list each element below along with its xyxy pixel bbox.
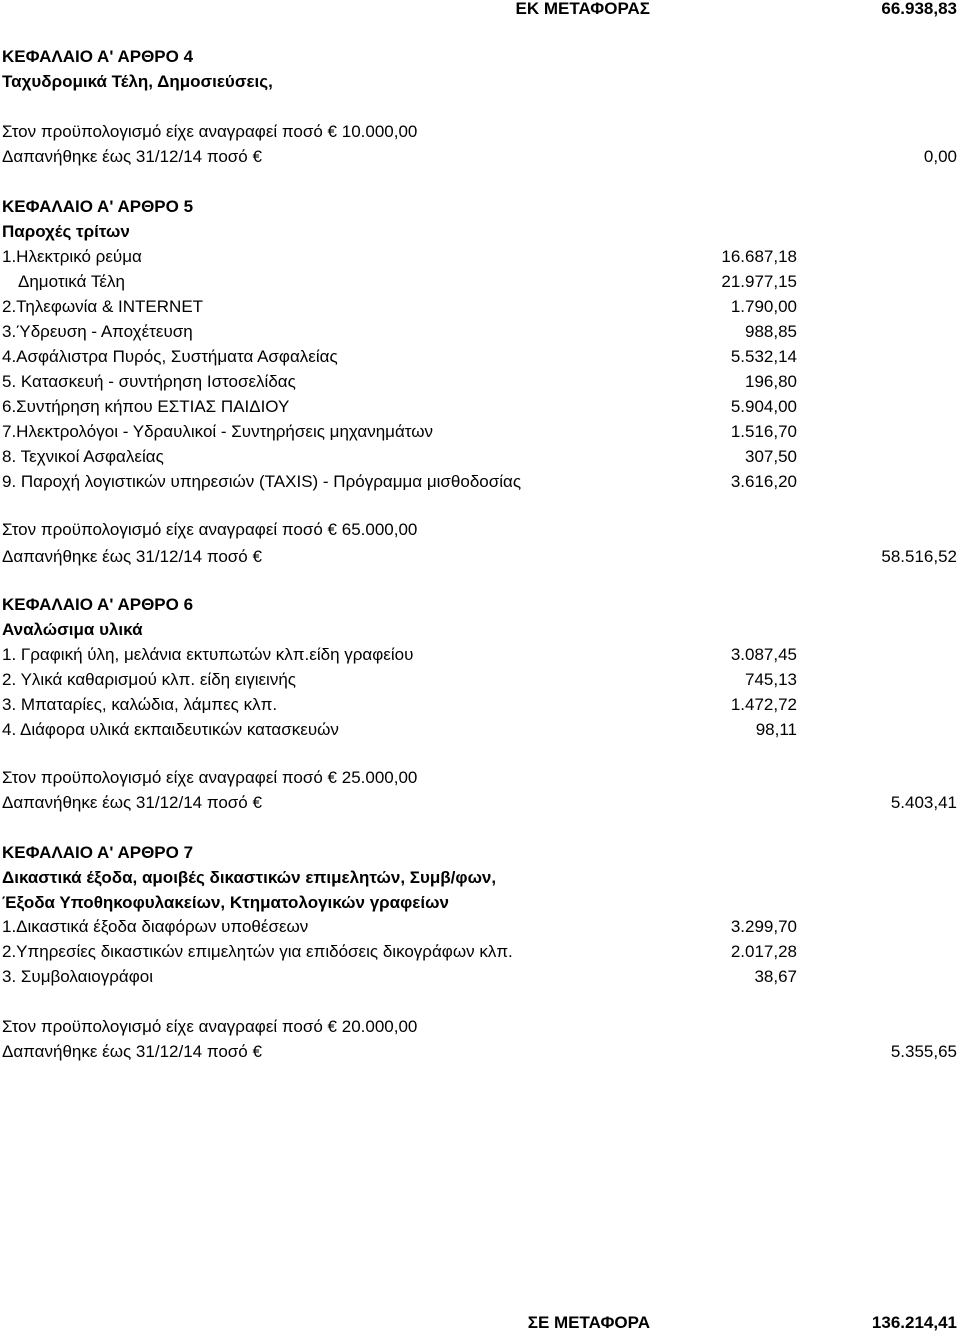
item-label: 7.Ηλεκτρολόγοι - Υδραυλικοί - Συντηρήσεις μηχανημάτων	[2, 422, 434, 441]
item-amount: 745,13	[745, 670, 797, 689]
list-item	[0, 643, 960, 667]
budget-text: Στον προϋπολογισμό είχε αναγραφεί ποσό € 10.000,00	[2, 122, 418, 141]
list-item	[0, 345, 960, 369]
euro-icon: €	[252, 793, 262, 812]
spent-text: Δαπανήθηκε έως 31/12/14 ποσό €	[2, 793, 262, 812]
item-amount: 307,50	[745, 447, 797, 466]
item-amount: 3.299,70	[730, 917, 797, 936]
article-6-subheading: Αναλώσιμα υλικά	[2, 620, 143, 639]
carried-in-value: 66.938,83	[881, 0, 957, 18]
budget-line	[0, 120, 960, 144]
item-label: 1.Δικαστικά έξοδα διαφόρων υποθέσεων	[2, 917, 309, 936]
carried-out-label: ΣΕ ΜΕΤΑΦΟΡΑ	[527, 1313, 650, 1332]
item-amount: 38,67	[754, 967, 797, 986]
section-heading	[0, 593, 960, 617]
item-amount: 988,85	[745, 322, 797, 341]
carried-in-row	[0, 0, 960, 21]
item-label: 2.Υπηρεσίες δικαστικών επιμελητών για επιδόσεις δικογράφων κλπ.	[2, 942, 513, 961]
item-amount: 196,80	[745, 372, 797, 391]
budget-text: Στον προϋπολογισμό είχε αναγραφεί ποσό € 25.000,00	[2, 768, 418, 787]
spent-text: Δαπανήθηκε έως 31/12/14 ποσό €	[2, 1042, 262, 1061]
section-subheading	[0, 220, 960, 244]
item-amount: 98,11	[755, 720, 797, 739]
list-item	[0, 668, 960, 692]
list-item	[0, 940, 960, 964]
spent-text: Δαπανήθηκε έως 31/12/14 ποσό €	[2, 547, 262, 566]
carried-in-label: ΕΚ ΜΕΤΑΦΟΡΑΣ	[515, 0, 650, 18]
item-amount: 21.977,15	[721, 272, 797, 291]
euro-icon: €	[327, 520, 337, 539]
item-label: 8. Τεχνικοί Ασφαλείας	[2, 447, 164, 466]
item-amount: 1.790,00	[730, 297, 797, 316]
budget-text: Στον προϋπολογισμό είχε αναγραφεί ποσό € 20.000,00	[2, 1017, 418, 1036]
spent-value: 58.516,52	[881, 547, 957, 566]
list-item	[0, 420, 960, 444]
budget-line	[0, 518, 960, 542]
budget-line	[0, 1015, 960, 1039]
list-item	[0, 320, 960, 344]
spent-text: Δαπανήθηκε έως 31/12/14 ποσό €	[2, 147, 262, 166]
article-6-heading: ΚΕΦΑΛΑΙΟ Α' ΑΡΘΡΟ 6	[2, 595, 194, 614]
spent-value: 5.403,41	[890, 793, 957, 812]
section-heading	[0, 195, 960, 219]
item-label: 4. Διάφορα υλικά εκπαιδευτικών κατασκευών	[2, 720, 339, 739]
article-4-heading: ΚΕΦΑΛΑΙΟ Α' ΑΡΘΡΟ 4	[2, 47, 194, 66]
budget-value: 25.000,00	[341, 768, 418, 787]
item-label: Δημοτικά Τέλη	[18, 272, 125, 291]
list-item	[0, 965, 960, 989]
euro-icon: €	[252, 547, 262, 566]
item-label: 3. Μπαταρίες, καλώδια, λάμπες κλπ.	[2, 695, 278, 714]
list-item	[0, 445, 960, 469]
list-item	[0, 915, 960, 939]
carried-out-value: 136.214,41	[871, 1313, 957, 1332]
item-amount: 1.516,70	[730, 422, 797, 441]
list-item	[0, 395, 960, 419]
spent-line	[0, 1040, 960, 1064]
euro-icon: €	[327, 768, 337, 787]
list-item	[0, 370, 960, 394]
article-7-subheading-2: Έξοδα Υποθηκοφυλακείων, Κτηματολογικών γραφείων	[2, 893, 449, 912]
item-label: 6.Συντήρηση κήπου ΕΣΤΙΑΣ ΠΑΙΔΙΟΥ	[2, 397, 290, 416]
list-item	[0, 718, 960, 742]
article-4-subheading: Ταχυδρομικά Τέλη, Δημοσιεύσεις,	[2, 72, 273, 91]
item-label: 3. Συμβολαιογράφοι	[2, 967, 153, 986]
budget-value: 10.000,00	[341, 122, 418, 141]
item-amount: 1.472,72	[730, 695, 797, 714]
item-label: 1.Ηλεκτρικό ρεύμα	[2, 247, 142, 266]
item-amount: 5.904,00	[730, 397, 797, 416]
article-7-heading: ΚΕΦΑΛΑΙΟ Α' ΑΡΘΡΟ 7	[2, 843, 194, 862]
item-label: 4.Ασφάλιστρα Πυρός, Συστήματα Ασφαλείας	[2, 347, 338, 366]
section-subheading	[0, 70, 960, 94]
article-7-subheading: Δικαστικά έξοδα, αμοιβές δικαστικών επιμελητών, Συμβ/φων,	[2, 868, 497, 887]
budget-text: Στον προϋπολογισμό είχε αναγραφεί ποσό € 65.000,00	[2, 520, 418, 539]
spent-line	[0, 545, 960, 569]
euro-icon: €	[252, 1042, 262, 1061]
section-subheading	[0, 618, 960, 642]
euro-icon: €	[327, 1017, 337, 1036]
section-subheading	[0, 891, 960, 915]
item-label: 2.Τηλεφωνία & INTERNET	[2, 297, 204, 316]
article-5-heading: ΚΕΦΑΛΑΙΟ Α' ΑΡΘΡΟ 5	[2, 197, 194, 216]
budget-value: 65.000,00	[341, 520, 418, 539]
item-amount: 3.087,45	[730, 645, 797, 664]
list-item	[0, 470, 960, 494]
spent-value: 0,00	[923, 147, 957, 166]
budget-value: 20.000,00	[341, 1017, 418, 1036]
list-item	[0, 270, 960, 294]
list-item	[0, 245, 960, 269]
euro-icon: €	[252, 147, 262, 166]
item-label: 9. Παροχή λογιστικών υπηρεσιών (TAXIS) - Πρόγραμμα μισθοδοσίας	[2, 472, 522, 491]
item-amount: 2.017,28	[730, 942, 797, 961]
section-subheading	[0, 866, 960, 890]
section-heading	[0, 841, 960, 865]
list-item	[0, 295, 960, 319]
list-item	[0, 693, 960, 717]
spent-line	[0, 145, 960, 169]
section-heading	[0, 45, 960, 69]
euro-icon: €	[327, 122, 337, 141]
item-amount: 3.616,20	[730, 472, 797, 491]
item-amount: 5.532,14	[730, 347, 797, 366]
spent-line	[0, 791, 960, 815]
item-label: 3.Ύδρευση - Αποχέτευση	[2, 322, 193, 341]
carried-out-row	[0, 1311, 960, 1335]
budget-line	[0, 766, 960, 790]
article-5-subheading: Παροχές τρίτων	[2, 222, 130, 241]
item-label: 5. Κατασκευή - συντήρηση Ιστοσελίδας	[2, 372, 296, 391]
item-label: 1. Γραφική ύλη, μελάνια εκτυπωτών κλπ.είδη γραφείου	[2, 645, 414, 664]
item-label: 2. Υλικά καθαρισμού κλπ. είδη ειγιεινής	[2, 670, 296, 689]
spent-value: 5.355,65	[890, 1042, 957, 1061]
item-amount: 16.687,18	[721, 247, 797, 266]
